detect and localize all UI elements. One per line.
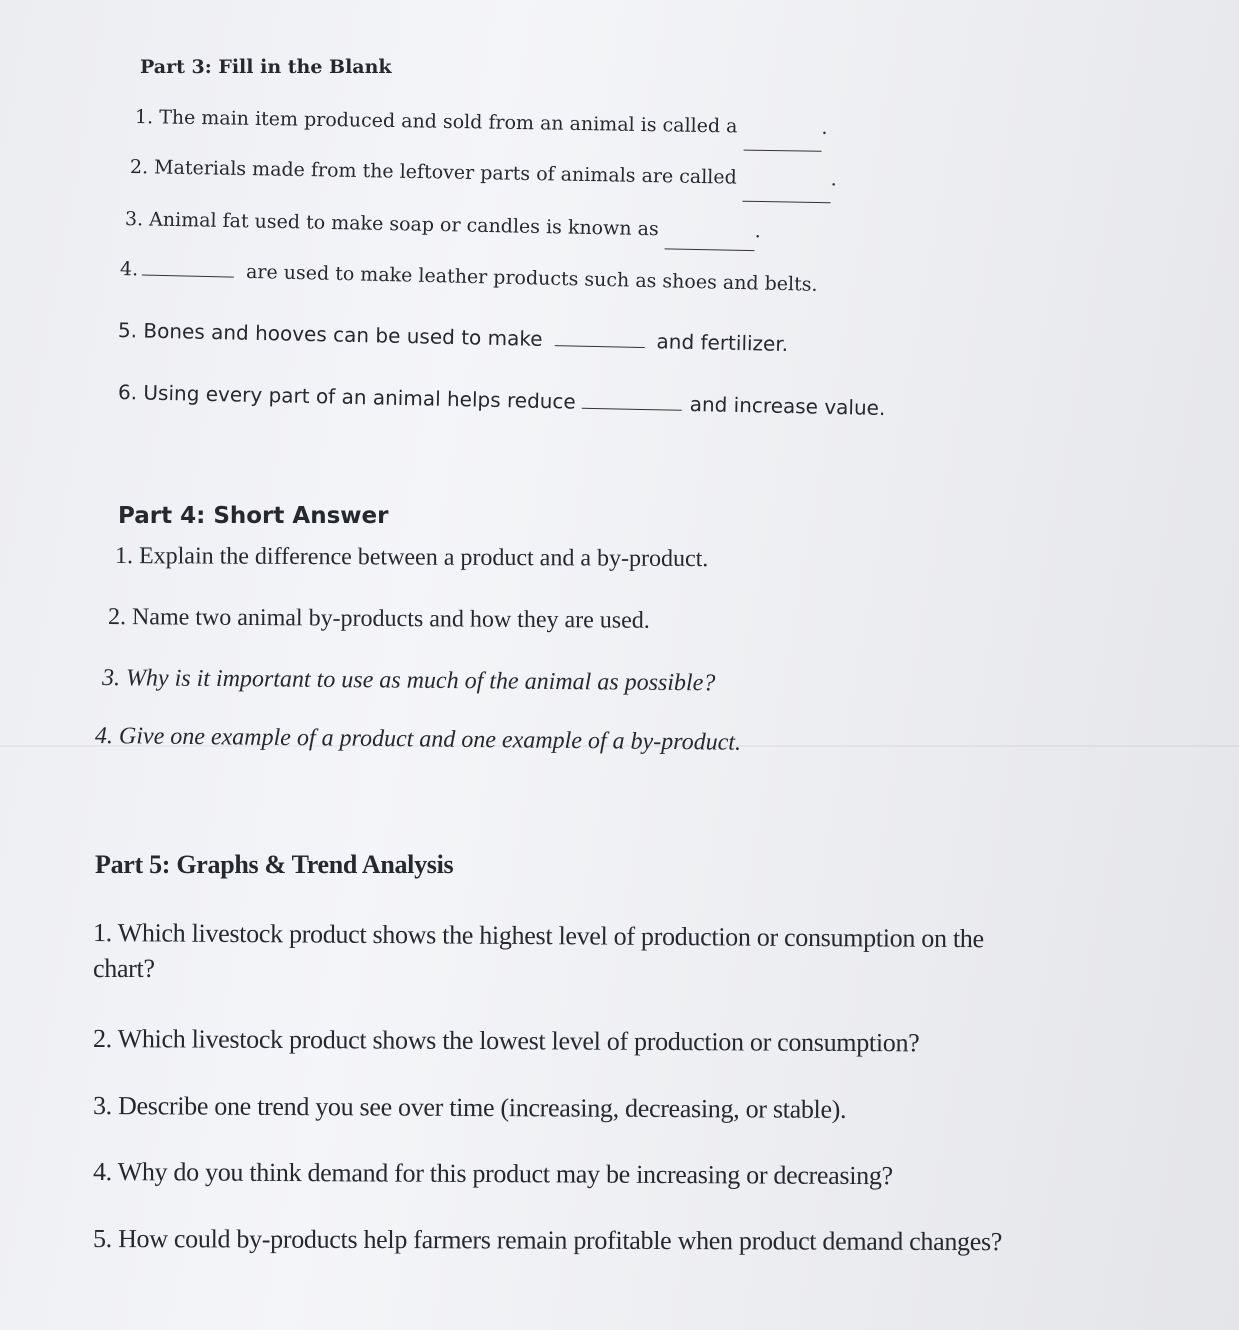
answer-blank[interactable] (582, 407, 682, 411)
item-text: 1. The main item produced and sold from an animal is called a (134, 106, 738, 138)
fill-blank-item-1 (135, 106, 828, 139)
graph-question-4: 4. Why do you think demand for this product may be increasing or decreasing? (92, 1157, 893, 1191)
item-text: and increase value. (689, 391, 886, 421)
answer-blank[interactable] (142, 274, 234, 278)
answer-blank[interactable] (664, 247, 754, 251)
fill-blank-item-6 (118, 380, 886, 420)
short-answer-item-1: 1. Explain the difference between a product and a by-product. (114, 543, 709, 573)
part4-heading: Part 4: Short Answer (118, 503, 389, 529)
graph-question-1-continued: chart? (93, 954, 155, 983)
answer-blank[interactable] (554, 344, 644, 348)
answer-blank[interactable] (742, 200, 830, 204)
fill-blank-item-2 (130, 156, 837, 190)
item-text: 6. Using every part of an animal helps reduce (117, 380, 577, 414)
answer-blank[interactable] (743, 149, 821, 152)
item-text: . (830, 168, 837, 191)
fill-blank-item-5 (118, 318, 789, 356)
graph-question-5: 5. How could by-products help farmers remain profitable when product demand changes? (92, 1224, 1003, 1257)
graph-question-2: 2. Which livestock product shows the lowest level of production or consumption? (92, 1024, 920, 1058)
item-text: 5. Bones and hooves can be used to make (117, 318, 543, 351)
part3-heading: Part 3: Fill in the Blank (140, 56, 392, 78)
item-text: 4. (119, 258, 139, 281)
item-text: and fertilizer. (656, 329, 789, 357)
graph-question-1: 1. Which livestock product shows the highest level of production or consumption on the (92, 918, 984, 954)
fill-blank-item-4 (120, 258, 818, 296)
item-text: 3. Animal fat used to make soap or candles is known as (124, 208, 659, 241)
short-answer-item-3: 3. Why is it important to use as much of the animal as possible? (101, 665, 716, 697)
fill-blank-item-3 (125, 208, 761, 242)
short-answer-item-2: 2. Name two animal by-products and how they are used. (107, 604, 650, 634)
item-text: 2. Materials made from the leftover parts of animals are called (129, 156, 737, 189)
item-text: . (821, 116, 828, 139)
item-text: . (754, 220, 761, 243)
short-answer-item-4: 4. Give one example of a product and one example of a by-product. (94, 723, 742, 756)
graph-question-3: 3. Describe one trend you see over time (increasing, decreasing, or stable). (92, 1091, 847, 1124)
item-text: are used to make leather products such as shoes and belts. (245, 260, 818, 296)
part5-heading: Part 5: Graphs & Trend Analysis (95, 850, 454, 879)
